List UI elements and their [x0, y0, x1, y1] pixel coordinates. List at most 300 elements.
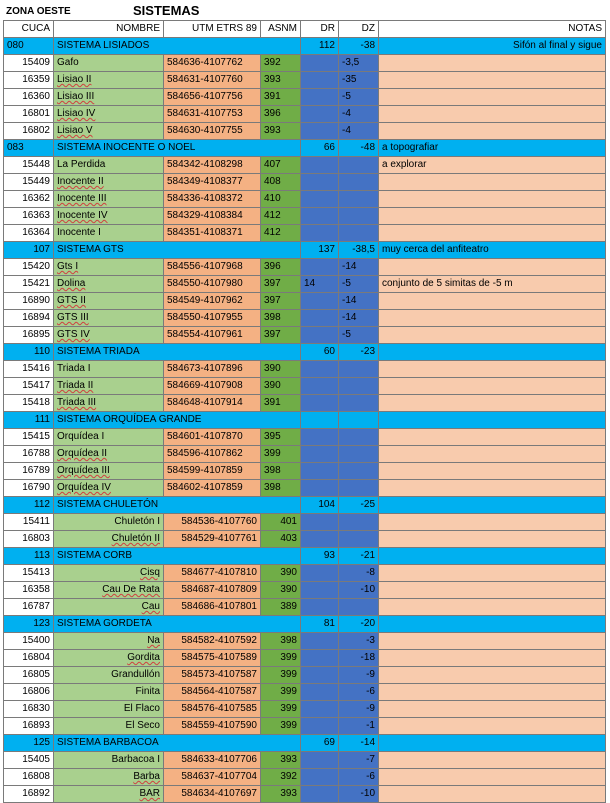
dz-cell[interactable]	[339, 361, 379, 378]
utm-cell[interactable]: 584576-4107585	[164, 701, 261, 718]
dr-cell[interactable]	[301, 718, 339, 735]
utm-cell[interactable]: 584637-4107704	[164, 769, 261, 786]
dz-cell[interactable]	[339, 514, 379, 531]
column-header[interactable]: UTM ETRS 89	[164, 21, 261, 38]
dz-cell[interactable]: -6	[339, 769, 379, 786]
cuca-cell[interactable]: 16802	[4, 123, 54, 140]
name-cell[interactable]: El Flaco	[54, 701, 164, 718]
cuca-cell[interactable]: 15409	[4, 55, 54, 72]
notes-cell[interactable]	[379, 514, 606, 531]
system-dr-cell[interactable]: 112	[301, 38, 339, 55]
utm-cell[interactable]: 584669-4107908	[164, 378, 261, 395]
dr-cell[interactable]	[301, 191, 339, 208]
name-cell[interactable]	[54, 123, 164, 140]
notes-cell[interactable]	[379, 701, 606, 718]
asnm-cell[interactable]: 412	[261, 208, 301, 225]
asnm-cell[interactable]: 389	[261, 599, 301, 616]
asnm-cell[interactable]: 393	[261, 123, 301, 140]
dr-cell[interactable]	[301, 55, 339, 72]
column-header[interactable]: NOMBRE	[54, 21, 164, 38]
system-name-cell[interactable]: SISTEMA CHULETÓN	[54, 497, 301, 514]
utm-cell[interactable]: 584536-4107760	[164, 514, 261, 531]
dz-cell[interactable]: -14	[339, 293, 379, 310]
column-header[interactable]: ASNM	[261, 21, 301, 38]
system-dz-cell[interactable]: -38,5	[339, 242, 379, 259]
utm-cell[interactable]: 584554-4107961	[164, 327, 261, 344]
cuca-cell[interactable]: 15413	[4, 565, 54, 582]
cuca-cell[interactable]: 16801	[4, 106, 54, 123]
name-cell[interactable]: Grandullón	[54, 667, 164, 684]
utm-cell[interactable]: 584573-4107587	[164, 667, 261, 684]
asnm-cell[interactable]: 393	[261, 752, 301, 769]
system-dr-cell[interactable]: 104	[301, 497, 339, 514]
system-dz-cell[interactable]: -25	[339, 497, 379, 514]
system-code-cell[interactable]: 110	[4, 344, 54, 361]
dr-cell[interactable]	[301, 72, 339, 89]
dz-cell[interactable]	[339, 446, 379, 463]
asnm-cell[interactable]: 396	[261, 106, 301, 123]
asnm-cell[interactable]: 398	[261, 310, 301, 327]
system-code-cell[interactable]: 125	[4, 735, 54, 752]
system-name-cell[interactable]: SISTEMA INOCENTE O NOEL	[54, 140, 301, 157]
dr-cell[interactable]	[301, 429, 339, 446]
name-cell[interactable]	[54, 174, 164, 191]
name-cell[interactable]	[54, 208, 164, 225]
dz-cell[interactable]: -5	[339, 327, 379, 344]
dz-cell[interactable]	[339, 395, 379, 412]
dz-cell[interactable]	[339, 429, 379, 446]
cuca-cell[interactable]: 16790	[4, 480, 54, 497]
system-notes-cell[interactable]	[379, 497, 606, 514]
dz-cell[interactable]: -9	[339, 701, 379, 718]
utm-cell[interactable]: 584656-4107756	[164, 89, 261, 106]
utm-cell[interactable]: 584342-4108298	[164, 157, 261, 174]
utm-cell[interactable]: 584599-4107859	[164, 463, 261, 480]
dz-cell[interactable]: -4	[339, 106, 379, 123]
cuca-cell[interactable]: 16830	[4, 701, 54, 718]
dr-cell[interactable]	[301, 157, 339, 174]
system-dr-cell[interactable]: 60	[301, 344, 339, 361]
notes-cell[interactable]	[379, 106, 606, 123]
notes-cell[interactable]: a explorar	[379, 157, 606, 174]
dr-cell[interactable]	[301, 89, 339, 106]
notes-cell[interactable]	[379, 174, 606, 191]
system-code-cell[interactable]: 107	[4, 242, 54, 259]
dr-cell[interactable]	[301, 208, 339, 225]
dz-cell[interactable]: -1	[339, 718, 379, 735]
name-cell[interactable]	[54, 446, 164, 463]
cuca-cell[interactable]: 15418	[4, 395, 54, 412]
utm-cell[interactable]: 584329-4108384	[164, 208, 261, 225]
dz-cell[interactable]	[339, 531, 379, 548]
asnm-cell[interactable]: 390	[261, 565, 301, 582]
notes-cell[interactable]	[379, 684, 606, 701]
notes-cell[interactable]	[379, 480, 606, 497]
dz-cell[interactable]	[339, 463, 379, 480]
notes-cell[interactable]	[379, 378, 606, 395]
cuca-cell[interactable]: 16808	[4, 769, 54, 786]
dz-cell[interactable]: -8	[339, 565, 379, 582]
utm-cell[interactable]: 584631-4107760	[164, 72, 261, 89]
name-cell[interactable]: Inocente I	[54, 225, 164, 242]
name-cell[interactable]	[54, 89, 164, 106]
notes-cell[interactable]	[379, 259, 606, 276]
notes-cell[interactable]	[379, 123, 606, 140]
system-notes-cell[interactable]: muy cerca del anfiteatro	[379, 242, 606, 259]
asnm-cell[interactable]: 399	[261, 718, 301, 735]
notes-cell[interactable]	[379, 565, 606, 582]
name-cell[interactable]	[54, 293, 164, 310]
notes-cell[interactable]	[379, 72, 606, 89]
column-header[interactable]: DZ	[339, 21, 379, 38]
notes-cell[interactable]	[379, 310, 606, 327]
name-cell[interactable]	[54, 650, 164, 667]
system-code-cell[interactable]: 080	[4, 38, 54, 55]
dr-cell[interactable]	[301, 310, 339, 327]
name-cell[interactable]	[54, 395, 164, 412]
utm-cell[interactable]: 584564-4107587	[164, 684, 261, 701]
asnm-cell[interactable]: 390	[261, 582, 301, 599]
cuca-cell[interactable]: 15420	[4, 259, 54, 276]
name-cell[interactable]	[54, 786, 164, 803]
dr-cell[interactable]	[301, 786, 339, 803]
name-cell[interactable]	[54, 310, 164, 327]
dz-cell[interactable]: -7	[339, 752, 379, 769]
notes-cell[interactable]	[379, 361, 606, 378]
dr-cell[interactable]	[301, 106, 339, 123]
utm-cell[interactable]: 584582-4107592	[164, 633, 261, 650]
dr-cell[interactable]	[301, 582, 339, 599]
dr-cell[interactable]	[301, 174, 339, 191]
notes-cell[interactable]	[379, 633, 606, 650]
name-cell[interactable]	[54, 769, 164, 786]
dz-cell[interactable]: -3	[339, 633, 379, 650]
asnm-cell[interactable]: 398	[261, 463, 301, 480]
utm-cell[interactable]: 584349-4108377	[164, 174, 261, 191]
system-dr-cell[interactable]: 66	[301, 140, 339, 157]
notes-cell[interactable]	[379, 327, 606, 344]
name-cell[interactable]: Barbacoa I	[54, 752, 164, 769]
name-cell[interactable]: El Seco	[54, 718, 164, 735]
name-cell[interactable]	[54, 531, 164, 548]
utm-cell[interactable]: 584336-4108372	[164, 191, 261, 208]
system-dz-cell[interactable]: -23	[339, 344, 379, 361]
name-cell[interactable]	[54, 463, 164, 480]
dr-cell[interactable]	[301, 225, 339, 242]
utm-cell[interactable]: 584677-4107810	[164, 565, 261, 582]
dz-cell[interactable]: -9	[339, 667, 379, 684]
dr-cell[interactable]	[301, 650, 339, 667]
dr-cell[interactable]	[301, 259, 339, 276]
utm-cell[interactable]: 584596-4107862	[164, 446, 261, 463]
notes-cell[interactable]	[379, 463, 606, 480]
dr-cell[interactable]	[301, 361, 339, 378]
asnm-cell[interactable]: 397	[261, 327, 301, 344]
dr-cell[interactable]	[301, 769, 339, 786]
cuca-cell[interactable]: 15405	[4, 752, 54, 769]
dz-cell[interactable]: -14	[339, 259, 379, 276]
asnm-cell[interactable]: 395	[261, 429, 301, 446]
dz-cell[interactable]: -3,5	[339, 55, 379, 72]
asnm-cell[interactable]: 398	[261, 633, 301, 650]
dz-cell[interactable]	[339, 480, 379, 497]
cuca-cell[interactable]: 15400	[4, 633, 54, 650]
cuca-cell[interactable]: 15421	[4, 276, 54, 293]
asnm-cell[interactable]: 397	[261, 276, 301, 293]
dz-cell[interactable]: -18	[339, 650, 379, 667]
system-name-cell[interactable]: SISTEMA ORQUÍDEA GRANDE	[54, 412, 301, 429]
dz-cell[interactable]: -5	[339, 276, 379, 293]
cuca-cell[interactable]: 15415	[4, 429, 54, 446]
dr-cell[interactable]	[301, 684, 339, 701]
asnm-cell[interactable]: 401	[261, 514, 301, 531]
asnm-cell[interactable]: 391	[261, 395, 301, 412]
utm-cell[interactable]: 584673-4107896	[164, 361, 261, 378]
dr-cell[interactable]	[301, 633, 339, 650]
name-cell[interactable]	[54, 259, 164, 276]
name-cell[interactable]: La Perdida	[54, 157, 164, 174]
name-cell[interactable]	[54, 106, 164, 123]
asnm-cell[interactable]: 392	[261, 55, 301, 72]
column-header[interactable]: NOTAS	[379, 21, 606, 38]
cuca-cell[interactable]: 16892	[4, 786, 54, 803]
system-dz-cell[interactable]	[339, 412, 379, 429]
dr-cell[interactable]	[301, 395, 339, 412]
system-name-cell[interactable]: SISTEMA TRIADA	[54, 344, 301, 361]
name-cell[interactable]	[54, 276, 164, 293]
notes-cell[interactable]	[379, 582, 606, 599]
utm-cell[interactable]: 584556-4107968	[164, 259, 261, 276]
cuca-cell[interactable]: 16788	[4, 446, 54, 463]
notes-cell[interactable]	[379, 225, 606, 242]
column-header[interactable]: DR	[301, 21, 339, 38]
system-dr-cell[interactable]: 81	[301, 616, 339, 633]
asnm-cell[interactable]: 399	[261, 701, 301, 718]
dz-cell[interactable]: -6	[339, 684, 379, 701]
asnm-cell[interactable]: 393	[261, 786, 301, 803]
system-dr-cell[interactable]: 137	[301, 242, 339, 259]
notes-cell[interactable]	[379, 429, 606, 446]
dr-cell[interactable]	[301, 752, 339, 769]
cuca-cell[interactable]: 16893	[4, 718, 54, 735]
utm-cell[interactable]: 584351-4108371	[164, 225, 261, 242]
utm-cell[interactable]: 584630-4107755	[164, 123, 261, 140]
dz-cell[interactable]: -10	[339, 582, 379, 599]
notes-cell[interactable]	[379, 599, 606, 616]
utm-cell[interactable]: 584648-4107914	[164, 395, 261, 412]
dr-cell[interactable]	[301, 531, 339, 548]
cuca-cell[interactable]: 16787	[4, 599, 54, 616]
system-name-cell[interactable]: SISTEMA BARBACOA	[54, 735, 301, 752]
system-notes-cell[interactable]	[379, 344, 606, 361]
system-code-cell[interactable]: 113	[4, 548, 54, 565]
cuca-cell[interactable]: 16895	[4, 327, 54, 344]
system-dz-cell[interactable]: -38	[339, 38, 379, 55]
utm-cell[interactable]: 584687-4107809	[164, 582, 261, 599]
dz-cell[interactable]: -4	[339, 123, 379, 140]
system-code-cell[interactable]: 123	[4, 616, 54, 633]
utm-cell[interactable]: 584549-4107962	[164, 293, 261, 310]
system-dr-cell[interactable]: 93	[301, 548, 339, 565]
dr-cell[interactable]	[301, 565, 339, 582]
notes-cell[interactable]	[379, 769, 606, 786]
asnm-cell[interactable]: 399	[261, 684, 301, 701]
utm-cell[interactable]: 584633-4107706	[164, 752, 261, 769]
cuca-cell[interactable]: 16804	[4, 650, 54, 667]
name-cell[interactable]	[54, 378, 164, 395]
system-dz-cell[interactable]: -20	[339, 616, 379, 633]
dr-cell[interactable]	[301, 701, 339, 718]
dz-cell[interactable]: -5	[339, 89, 379, 106]
asnm-cell[interactable]: 391	[261, 89, 301, 106]
system-name-cell[interactable]: SISTEMA GORDETA	[54, 616, 301, 633]
notes-cell[interactable]	[379, 446, 606, 463]
cuca-cell[interactable]: 16805	[4, 667, 54, 684]
asnm-cell[interactable]: 390	[261, 361, 301, 378]
dz-cell[interactable]: -14	[339, 310, 379, 327]
notes-cell[interactable]	[379, 191, 606, 208]
system-code-cell[interactable]: 112	[4, 497, 54, 514]
notes-cell[interactable]: conjunto de 5 simitas de -5 m	[379, 276, 606, 293]
utm-cell[interactable]: 584550-4107980	[164, 276, 261, 293]
utm-cell[interactable]: 584550-4107955	[164, 310, 261, 327]
dz-cell[interactable]	[339, 174, 379, 191]
asnm-cell[interactable]: 393	[261, 72, 301, 89]
cuca-cell[interactable]: 15449	[4, 174, 54, 191]
notes-cell[interactable]	[379, 89, 606, 106]
system-name-cell[interactable]: SISTEMA CORB	[54, 548, 301, 565]
system-dz-cell[interactable]: -21	[339, 548, 379, 565]
name-cell[interactable]	[54, 72, 164, 89]
utm-cell[interactable]: 584634-4107697	[164, 786, 261, 803]
asnm-cell[interactable]: 399	[261, 446, 301, 463]
asnm-cell[interactable]: 398	[261, 480, 301, 497]
dz-cell[interactable]: -10	[339, 786, 379, 803]
name-cell[interactable]	[54, 565, 164, 582]
dr-cell[interactable]	[301, 123, 339, 140]
name-cell[interactable]	[54, 633, 164, 650]
system-dz-cell[interactable]: -48	[339, 140, 379, 157]
system-dz-cell[interactable]: -14	[339, 735, 379, 752]
utm-cell[interactable]: 584559-4107590	[164, 718, 261, 735]
system-notes-cell[interactable]	[379, 616, 606, 633]
asnm-cell[interactable]: 399	[261, 667, 301, 684]
dr-cell[interactable]	[301, 514, 339, 531]
notes-cell[interactable]	[379, 208, 606, 225]
name-cell[interactable]	[54, 582, 164, 599]
utm-cell[interactable]: 584601-4107870	[164, 429, 261, 446]
system-dr-cell[interactable]: 69	[301, 735, 339, 752]
dr-cell[interactable]: 14	[301, 276, 339, 293]
cuca-cell[interactable]: 15448	[4, 157, 54, 174]
cuca-cell[interactable]: 15416	[4, 361, 54, 378]
notes-cell[interactable]	[379, 293, 606, 310]
cuca-cell[interactable]: 16364	[4, 225, 54, 242]
system-dr-cell[interactable]	[301, 412, 339, 429]
system-notes-cell[interactable]: Sifón al final y sigue	[379, 38, 606, 55]
dz-cell[interactable]	[339, 208, 379, 225]
name-cell[interactable]	[54, 480, 164, 497]
dr-cell[interactable]	[301, 463, 339, 480]
dz-cell[interactable]	[339, 191, 379, 208]
cuca-cell[interactable]: 16803	[4, 531, 54, 548]
system-notes-cell[interactable]: a topografiar	[379, 140, 606, 157]
asnm-cell[interactable]: 410	[261, 191, 301, 208]
name-cell[interactable]: Triada I	[54, 361, 164, 378]
name-cell[interactable]: Gafo	[54, 55, 164, 72]
notes-cell[interactable]	[379, 531, 606, 548]
utm-cell[interactable]: 584529-4107761	[164, 531, 261, 548]
asnm-cell[interactable]: 399	[261, 650, 301, 667]
asnm-cell[interactable]: 408	[261, 174, 301, 191]
cuca-cell[interactable]: 16363	[4, 208, 54, 225]
cuca-cell[interactable]: 15417	[4, 378, 54, 395]
column-header[interactable]: CUCA	[4, 21, 54, 38]
name-cell[interactable]	[54, 599, 164, 616]
cuca-cell[interactable]: 15411	[4, 514, 54, 531]
dz-cell[interactable]	[339, 225, 379, 242]
notes-cell[interactable]	[379, 650, 606, 667]
name-cell[interactable]: Finita	[54, 684, 164, 701]
name-cell[interactable]	[54, 191, 164, 208]
notes-cell[interactable]	[379, 667, 606, 684]
cuca-cell[interactable]: 16894	[4, 310, 54, 327]
utm-cell[interactable]: 584631-4107753	[164, 106, 261, 123]
cuca-cell[interactable]: 16890	[4, 293, 54, 310]
dr-cell[interactable]	[301, 378, 339, 395]
utm-cell[interactable]: 584602-4107859	[164, 480, 261, 497]
cuca-cell[interactable]: 16806	[4, 684, 54, 701]
notes-cell[interactable]	[379, 786, 606, 803]
dr-cell[interactable]	[301, 480, 339, 497]
cuca-cell[interactable]: 16358	[4, 582, 54, 599]
dz-cell[interactable]	[339, 378, 379, 395]
dr-cell[interactable]	[301, 327, 339, 344]
dr-cell[interactable]	[301, 446, 339, 463]
dr-cell[interactable]	[301, 599, 339, 616]
system-code-cell[interactable]: 083	[4, 140, 54, 157]
dz-cell[interactable]	[339, 157, 379, 174]
dz-cell[interactable]	[339, 599, 379, 616]
asnm-cell[interactable]: 390	[261, 378, 301, 395]
dr-cell[interactable]	[301, 293, 339, 310]
name-cell[interactable]: Orquídea I	[54, 429, 164, 446]
notes-cell[interactable]	[379, 718, 606, 735]
dr-cell[interactable]	[301, 667, 339, 684]
dz-cell[interactable]: -35	[339, 72, 379, 89]
utm-cell[interactable]: 584636-4107762	[164, 55, 261, 72]
system-notes-cell[interactable]	[379, 735, 606, 752]
system-code-cell[interactable]: 111	[4, 412, 54, 429]
notes-cell[interactable]	[379, 752, 606, 769]
cuca-cell[interactable]: 16789	[4, 463, 54, 480]
asnm-cell[interactable]: 396	[261, 259, 301, 276]
notes-cell[interactable]	[379, 55, 606, 72]
asnm-cell[interactable]: 407	[261, 157, 301, 174]
system-notes-cell[interactable]	[379, 548, 606, 565]
asnm-cell[interactable]: 397	[261, 293, 301, 310]
asnm-cell[interactable]: 392	[261, 769, 301, 786]
asnm-cell[interactable]: 403	[261, 531, 301, 548]
cuca-cell[interactable]: 16362	[4, 191, 54, 208]
system-name-cell[interactable]: SISTEMA GTS	[54, 242, 301, 259]
cuca-cell[interactable]: 16360	[4, 89, 54, 106]
asnm-cell[interactable]: 412	[261, 225, 301, 242]
cuca-cell[interactable]: 16359	[4, 72, 54, 89]
notes-cell[interactable]	[379, 395, 606, 412]
system-notes-cell[interactable]	[379, 412, 606, 429]
name-cell[interactable]	[54, 327, 164, 344]
